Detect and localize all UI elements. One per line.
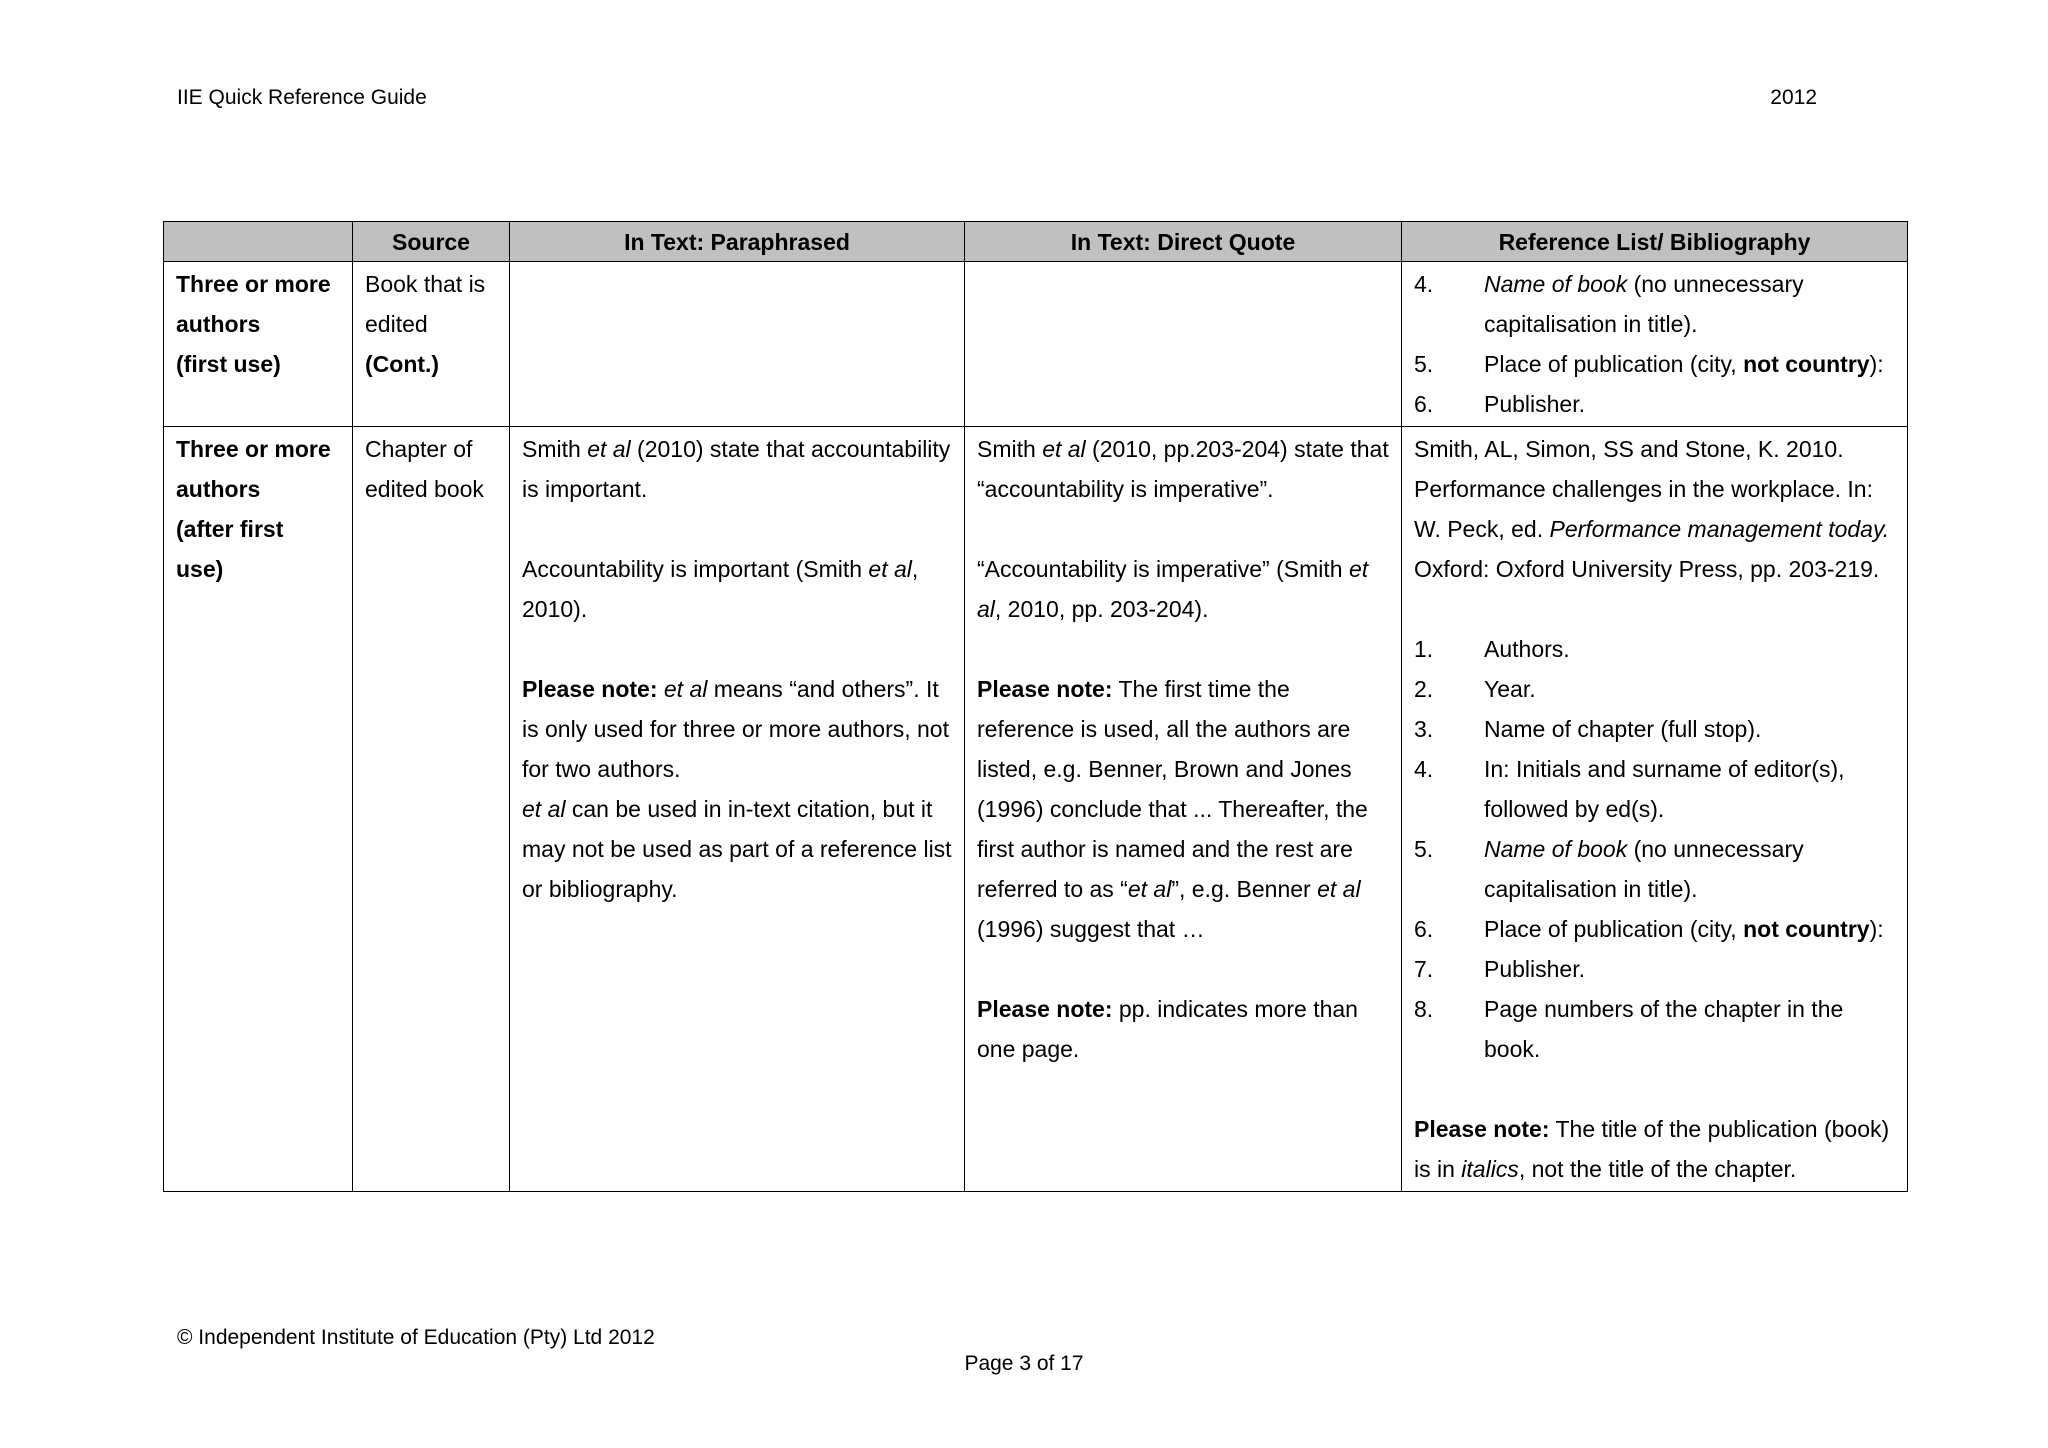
direct-quote-cell — [965, 427, 1402, 1192]
paraphrased-example: Smith et al (2010) state that accountability is important. — [522, 436, 951, 502]
reference-table — [163, 221, 1908, 1192]
footer-page-number: Page 3 of 17 — [964, 1352, 1084, 1375]
column-header-direct-quote: In Text: Direct Quote — [965, 222, 1402, 262]
row-label-line: (after first — [176, 516, 284, 542]
row-label-line: Three or more — [176, 436, 331, 462]
row-label — [164, 427, 353, 1192]
list-item: 6. Publisher. — [1414, 384, 1895, 424]
list-item: 5. Name of book (no unnecessary capitalisation in title). — [1414, 829, 1895, 909]
row-label-line: use) — [176, 556, 224, 582]
source-line: Book that is — [365, 271, 486, 297]
source-line: (Cont.) — [365, 351, 440, 377]
paraphrased-example: Accountability is important (Smith et al, 2010). — [522, 556, 919, 622]
list-item-number: 8. — [1414, 996, 1434, 1022]
list-item: 5. Place of publication (city, not country): — [1414, 344, 1895, 384]
footer-copyright: © Independent Institute of Education (Pty) Ltd 2012 — [177, 1326, 655, 1349]
list-item: 1. Authors. — [1414, 629, 1895, 669]
direct-quote-note: Please note: The first time the reference is used, all the authors are listed, e.g. Benner, Brown and Jones (1996) conclude that ... Thereafter, the first author is named and the rest are referred to as “et al”, e.g. Benner et al (1996) suggest that … — [977, 676, 1368, 942]
reference-cell — [1402, 427, 1908, 1192]
reference-steps-list — [1414, 629, 1895, 1069]
list-item: 8. Page numbers of the chapter in the book. — [1414, 989, 1895, 1069]
reference-steps-list — [1414, 264, 1895, 424]
reference-citation: Smith, AL, Simon, SS and Stone, K. 2010. Performance challenges in the workplace. In: W. Peck, ed. Performance management today. Oxford: Oxford University Press, pp. 203-219. — [1414, 436, 1890, 582]
column-header-reference-list: Reference List/ Bibliography — [1402, 222, 1908, 262]
list-item-number: 6. — [1414, 916, 1434, 942]
row-label-line: authors — [176, 476, 261, 502]
list-item: 7. Publisher. — [1414, 949, 1895, 989]
direct-quote-example: “Accountability is imperative” (Smith et al, 2010, pp. 203-204). — [977, 556, 1369, 622]
list-item-number: 5. — [1414, 351, 1434, 377]
table-row — [164, 427, 1908, 1192]
column-header-label — [164, 222, 353, 262]
source-line: edited — [365, 311, 428, 337]
list-item: 4. Name of book (no unnecessary capitalisation in title). — [1414, 264, 1895, 344]
direct-quote-example: Smith et al (2010, pp.203-204) state that “accountability is imperative”. — [977, 436, 1389, 502]
list-item-number: 1. — [1414, 636, 1434, 662]
list-item-number: 2. — [1414, 676, 1434, 702]
list-item-number: 3. — [1414, 716, 1434, 742]
list-item-number: 4. — [1414, 271, 1434, 297]
row-label-line: authors — [176, 311, 261, 337]
column-header-paraphrased: In Text: Paraphrased — [510, 222, 965, 262]
row-label-line: Three or more — [176, 271, 331, 297]
paraphrased-cell — [510, 262, 965, 427]
list-item: 2. Year. — [1414, 669, 1895, 709]
source-line: edited book — [365, 476, 484, 502]
source-cell — [353, 262, 510, 427]
direct-quote-note: Please note: pp. indicates more than one page. — [977, 996, 1358, 1062]
table-header-row — [164, 222, 1908, 262]
list-item: 3. Name of chapter (full stop). — [1414, 709, 1895, 749]
table-row — [164, 262, 1908, 427]
source-cell — [353, 427, 510, 1192]
row-label — [164, 262, 353, 427]
list-item: 6. Place of publication (city, not country): — [1414, 909, 1895, 949]
row-label-line: (first use) — [176, 351, 281, 377]
paraphrased-note: Please note: et al means “and others”. It is only used for three or more authors, not for two authors. et al can be used in in-text citation, but it may not be used as part of a reference list or bibliography. — [522, 676, 952, 902]
list-item-number: 4. — [1414, 756, 1434, 782]
list-item-number: 7. — [1414, 956, 1434, 982]
list-item-number: 6. — [1414, 391, 1434, 417]
header-title: IIE Quick Reference Guide — [177, 86, 427, 109]
reference-note: Please note: The title of the publication (book) is in italics, not the title of the chapter. — [1414, 1116, 1890, 1182]
reference-cell — [1402, 262, 1908, 427]
paraphrased-cell — [510, 427, 965, 1192]
source-line: Chapter of — [365, 436, 473, 462]
header-year: 2012 — [1770, 86, 1817, 109]
column-header-source: Source — [353, 222, 510, 262]
list-item-number: 5. — [1414, 836, 1434, 862]
list-item: 4. In: Initials and surname of editor(s), followed by ed(s). — [1414, 749, 1895, 829]
direct-quote-cell — [965, 262, 1402, 427]
